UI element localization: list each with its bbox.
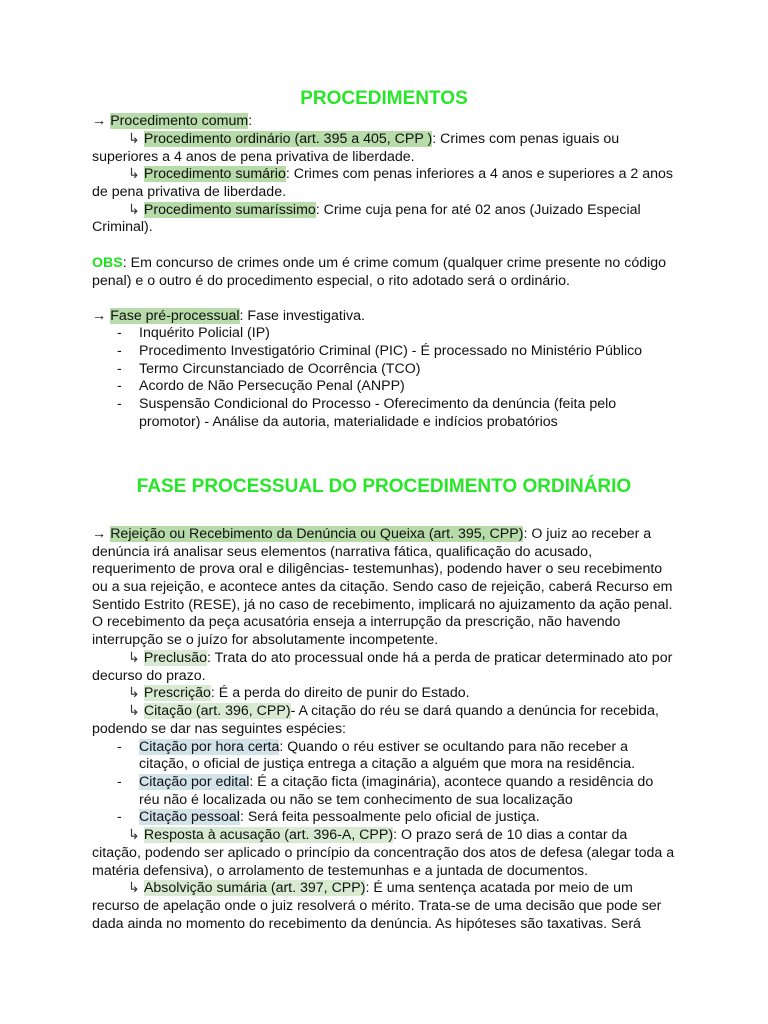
- citacao-highlight: Citação (art. 396, CPP): [143, 703, 291, 719]
- preclusao-highlight: Preclusão: [143, 650, 207, 666]
- list-item: [0, 360, 768, 378]
- rejeicao-paragraph-line: denúncia irá analisar seus elementos (narrativa fática, qualificação do acusado,: [92, 544, 593, 560]
- arrow-icon: →: [92, 526, 107, 542]
- sumarissimo-highlight: Procedimento sumaríssimo: [143, 202, 316, 218]
- sumarissimo-text-2: Criminal).: [92, 219, 153, 235]
- hora-certa-text: : Quando o réu estiver se ocultando para não receber a: [279, 739, 628, 755]
- list-item: [0, 773, 768, 791]
- pre-processual-line: [92, 307, 768, 325]
- resposta-text: : O prazo será de 10 dias a contar da: [393, 827, 628, 843]
- hora-certa-item: [139, 738, 628, 756]
- rejeicao-paragraph-line: interrupção se o juízo for absolutamente incompetente.: [92, 632, 439, 648]
- list-item: [0, 808, 768, 826]
- dash-bullet: -: [117, 739, 122, 755]
- comum-line: [92, 112, 768, 130]
- absolvicao-text: : É uma sentença acatada por meio de um: [365, 880, 633, 896]
- ordinario-line: [128, 130, 768, 148]
- list-item-text: Suspensão Condicional do Processo - Oferecimento da denúncia (feita pelo: [139, 396, 617, 412]
- pre-processual-highlight: Fase pré-processual: [110, 308, 240, 324]
- resposta-text-3: matéria defensiva), o arrolamento de testemunhas e a juntada de documentos.: [92, 863, 589, 879]
- list-item: [0, 342, 768, 360]
- hora-certa-highlight: Citação por hora certa: [139, 739, 280, 755]
- edital-highlight: Citação por edital: [139, 774, 250, 790]
- prescricao-text: : É a perda do direito de punir do Estado.: [210, 685, 470, 701]
- sub-arrow-icon: ↳: [128, 650, 140, 666]
- dash-bullet: -: [117, 396, 122, 412]
- list-item-text: Inquérito Policial (IP): [139, 325, 270, 341]
- dash-bullet: -: [117, 361, 122, 377]
- preclusao-line: [128, 649, 768, 667]
- dash-bullet: -: [117, 343, 122, 359]
- list-item-text: Termo Circunstanciado de Ocorrência (TCO): [139, 361, 421, 377]
- dash-bullet: -: [117, 809, 122, 825]
- comum-colon: :: [248, 113, 253, 129]
- absolvicao-text-3: dada ainda no momento do recebimento da denúncia. As hipóteses são taxativas. Será: [92, 916, 641, 932]
- prescricao-highlight: Prescrição: [143, 685, 211, 701]
- sumario-line: [128, 165, 768, 183]
- list-item-continuation: promotor) - Análise da autoria, materialidade e indícios probatórios: [139, 414, 558, 430]
- sub-arrow-icon: ↳: [128, 685, 140, 701]
- obs-label: OBS: [92, 255, 123, 271]
- hora-certa-text-2: citação, o oficial de justiça entrega a citação a alguém que mora na residência.: [139, 756, 636, 772]
- sub-arrow-icon: ↳: [128, 827, 140, 843]
- obs-text: : Em concurso de crimes onde um é crime comum (qualquer crime presente no código: [122, 255, 667, 271]
- sumarissimo-line: [128, 201, 768, 219]
- procedimento-comum-highlight: Procedimento comum: [110, 113, 249, 129]
- rejeicao-highlight: Rejeição ou Recebimento da Denúncia ou Queixa (art. 395, CPP): [110, 526, 524, 542]
- citacao-line: [128, 702, 768, 720]
- list-item: [0, 395, 768, 413]
- section-title: FASE PROCESSUAL DO PROCEDIMENTO ORDINÁRIO: [136, 476, 632, 497]
- dash-bullet: -: [117, 325, 122, 341]
- arrow-icon: →: [92, 308, 107, 324]
- pessoal-text: : Será feita pessoalmente pelo oficial de justiça.: [239, 809, 540, 825]
- sub-arrow-icon: ↳: [128, 131, 140, 147]
- edital-text-2: réu não é localizada ou não se tem conhecimento de sua localização: [139, 792, 573, 808]
- rejeicao-paragraph-line: O recebimento da peça acusatória enseja a interrupção da prescrição, não havendo: [92, 614, 621, 630]
- citacao-text: - A citação do réu se dará quando a denúncia for recebida,: [290, 703, 659, 719]
- arrow-icon: →: [92, 113, 107, 129]
- pessoal-item: [139, 808, 540, 826]
- preclusao-text-2: decurso do prazo.: [92, 668, 206, 684]
- pre-processual-text: : Fase investigativa.: [239, 308, 365, 324]
- resposta-line: [128, 826, 768, 844]
- dash-bullet: -: [117, 378, 122, 394]
- absolvicao-text-2: recurso de apelação onde o juiz resolverá o mérito. Trata-se de uma decisão que pode ser: [92, 898, 662, 914]
- sub-arrow-icon: ↳: [128, 202, 140, 218]
- preclusao-text: : Trata do ato processual onde há a perda de praticar determinado ato por: [206, 650, 673, 666]
- sumarissimo-text: : Crime cuja pena for até 02 anos (Juizado Especial: [315, 202, 641, 218]
- rejeicao-text: : O juiz ao receber a: [523, 526, 652, 542]
- prescricao-line: [128, 684, 768, 702]
- rejeicao-paragraph-line: ou a sua rejeição, e acontece antes da citação. Sendo caso de rejeição, caberá Recurso em: [92, 579, 673, 595]
- dash-bullet: -: [117, 774, 122, 790]
- rejeicao-line: [92, 525, 768, 543]
- pessoal-highlight: Citação pessoal: [139, 809, 240, 825]
- page-title: PROCEDIMENTOS: [300, 88, 468, 109]
- obs-text-2: penal) e o outro é do procedimento especial, o rito adotado será o ordinário.: [92, 273, 570, 289]
- list-item: [0, 738, 768, 756]
- sub-arrow-icon: ↳: [128, 166, 140, 182]
- absolvicao-highlight: Absolvição sumária (art. 397, CPP): [143, 880, 366, 896]
- sumario-text: : Crimes com penas inferiores a 4 anos e superiores a 2 anos: [285, 166, 674, 182]
- sub-arrow-icon: ↳: [128, 703, 140, 719]
- edital-text: : É a citação ficta (imaginária), acontece quando a residência do: [249, 774, 654, 790]
- obs-line: [92, 254, 768, 272]
- ordinario-text: : Crimes com penas iguais ou: [432, 131, 620, 147]
- resposta-text-2: citação, podendo ser aplicado o princípio da concentração dos atos de defesa (alegar toda a: [92, 845, 675, 861]
- rejeicao-paragraph-line: Sentido Estrito (RESE), já no caso de recebimento, implicará no ajuizamento da ação penal.: [92, 597, 673, 613]
- edital-item: [139, 773, 653, 791]
- rejeicao-paragraph-line: requerimento de prova oral e diligências- testemunhas), podendo haver o seu recebimento: [92, 561, 663, 577]
- resposta-highlight: Resposta à acusação (art. 396-A, CPP): [143, 827, 394, 843]
- list-item: [0, 324, 768, 342]
- sumario-highlight: Procedimento sumário: [143, 166, 286, 182]
- absolvicao-line: [128, 879, 768, 897]
- citacao-text-2: podendo se dar nas seguintes espécies:: [92, 721, 346, 737]
- sub-arrow-icon: ↳: [128, 880, 140, 896]
- ordinario-text-2: superiores a 4 anos de pena privativa de liberdade.: [92, 149, 415, 165]
- list-item-text: Procedimento Investigatório Criminal (PIC) - É processado no Ministério Público: [139, 343, 643, 359]
- sumario-text-2: de pena privativa de liberdade.: [92, 184, 287, 200]
- ordinario-highlight: Procedimento ordinário (art. 395 a 405, CPP ): [143, 131, 433, 147]
- list-item: [0, 377, 768, 395]
- list-item-text: Acordo de Não Persecução Penal (ANPP): [139, 378, 405, 394]
